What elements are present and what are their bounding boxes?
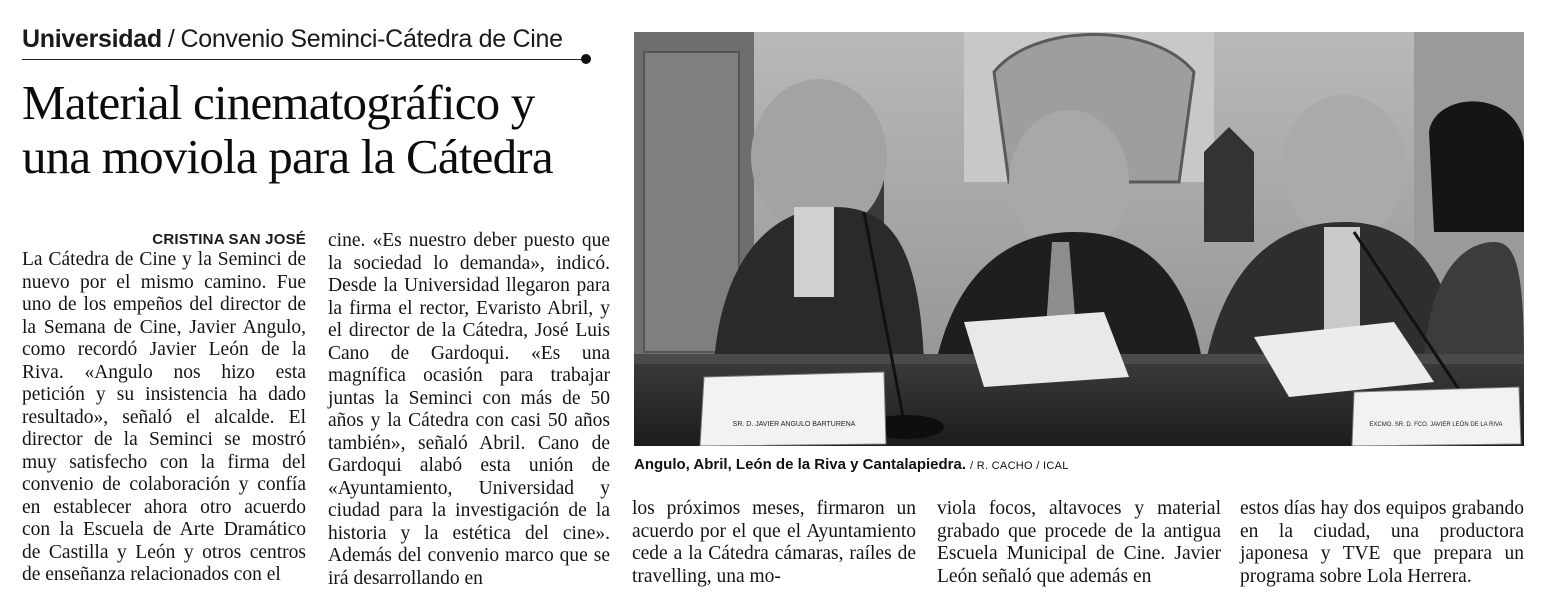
article-column-3 bbox=[632, 498, 916, 588]
column-text: estos días hay dos equipos grabando en la ciudad, una productora japonesa y TVE que prepara un programa sobre Lola Herrera. bbox=[1240, 498, 1524, 587]
column-text: viola focos, altavoces y material grabado que procede de la antigua Escuela Municipal de Cine. Javier León señaló que además en bbox=[937, 498, 1221, 587]
column-text: La Cátedra de Cine y la Seminci de nuevo por el mismo camino. Fue uno de los empeños del director de la Semana de Cine, Javier Angulo, como recordó Javier León de la Riva. «Angulo nos hizo esta petición y su insistencia ha dado resultado», señaló el alcalde. El director de la Seminci se mostró muy satisfecho con la firma del convenio de colaboración y confía en establecer ahora otro acuerdo con la Escuela de Arte Dramático de Castilla y León y otros centros de enseñanza relacionados con el bbox=[22, 249, 306, 585]
section-label bbox=[22, 24, 592, 54]
section-rule bbox=[22, 59, 584, 60]
headline: Material cinematográfico y una moviola para la Cátedra bbox=[22, 75, 553, 184]
caption-text: Angulo, Abril, León de la Riva y Cantalapiedra. bbox=[634, 456, 967, 473]
article-column-4 bbox=[937, 498, 1221, 588]
photo-illustration bbox=[634, 32, 1524, 446]
column-text: los próximos meses, firmaron un acuerdo por el que el Ayuntamiento cede a la Cátedra cámaras, raíles de travelling, una mo- bbox=[632, 498, 916, 587]
article-column-2 bbox=[328, 230, 610, 590]
section-name: Universidad bbox=[22, 25, 162, 53]
placard-text-1: SR. D. JAVIER ANGULO BARTURENA bbox=[732, 421, 856, 428]
article-column-1 bbox=[22, 249, 306, 587]
byline: CRISTINA SAN JOSÉ bbox=[152, 231, 306, 248]
placard-text-2: EXCMO. SR. D. FCO. JAVIER LEÓN DE LA RIVA bbox=[1369, 422, 1503, 428]
photo-caption bbox=[634, 456, 1524, 475]
article-column-5 bbox=[1240, 498, 1524, 588]
section-rule-dot bbox=[581, 54, 591, 64]
section-separator: / bbox=[167, 25, 175, 53]
article-photo bbox=[634, 32, 1524, 446]
photo-credit: / R. CACHO / ICAL bbox=[970, 460, 1069, 472]
column-text: cine. «Es nuestro deber puesto que la sociedad lo demanda», indicó. Desde la Universidad llegaron para la firma el rector, Evaristo Abril, y el director de la Cátedra, José Luis Cano de Gardoqui. «Es una magnífica ocasión para trabajar juntas la Seminci con más de 50 años y la Cátedra con casi 50 años también», señaló Abril. Cano de Gardoqui alabó esta unión de «Ayuntamiento, Universidad y ciudad para la investigación de la historia y la estética del cine». Además del convenio marco que se irá desarrollando en bbox=[328, 230, 610, 589]
section-subtitle: Convenio Seminci-Cátedra de Cine bbox=[180, 25, 563, 53]
section-header bbox=[22, 24, 592, 64]
